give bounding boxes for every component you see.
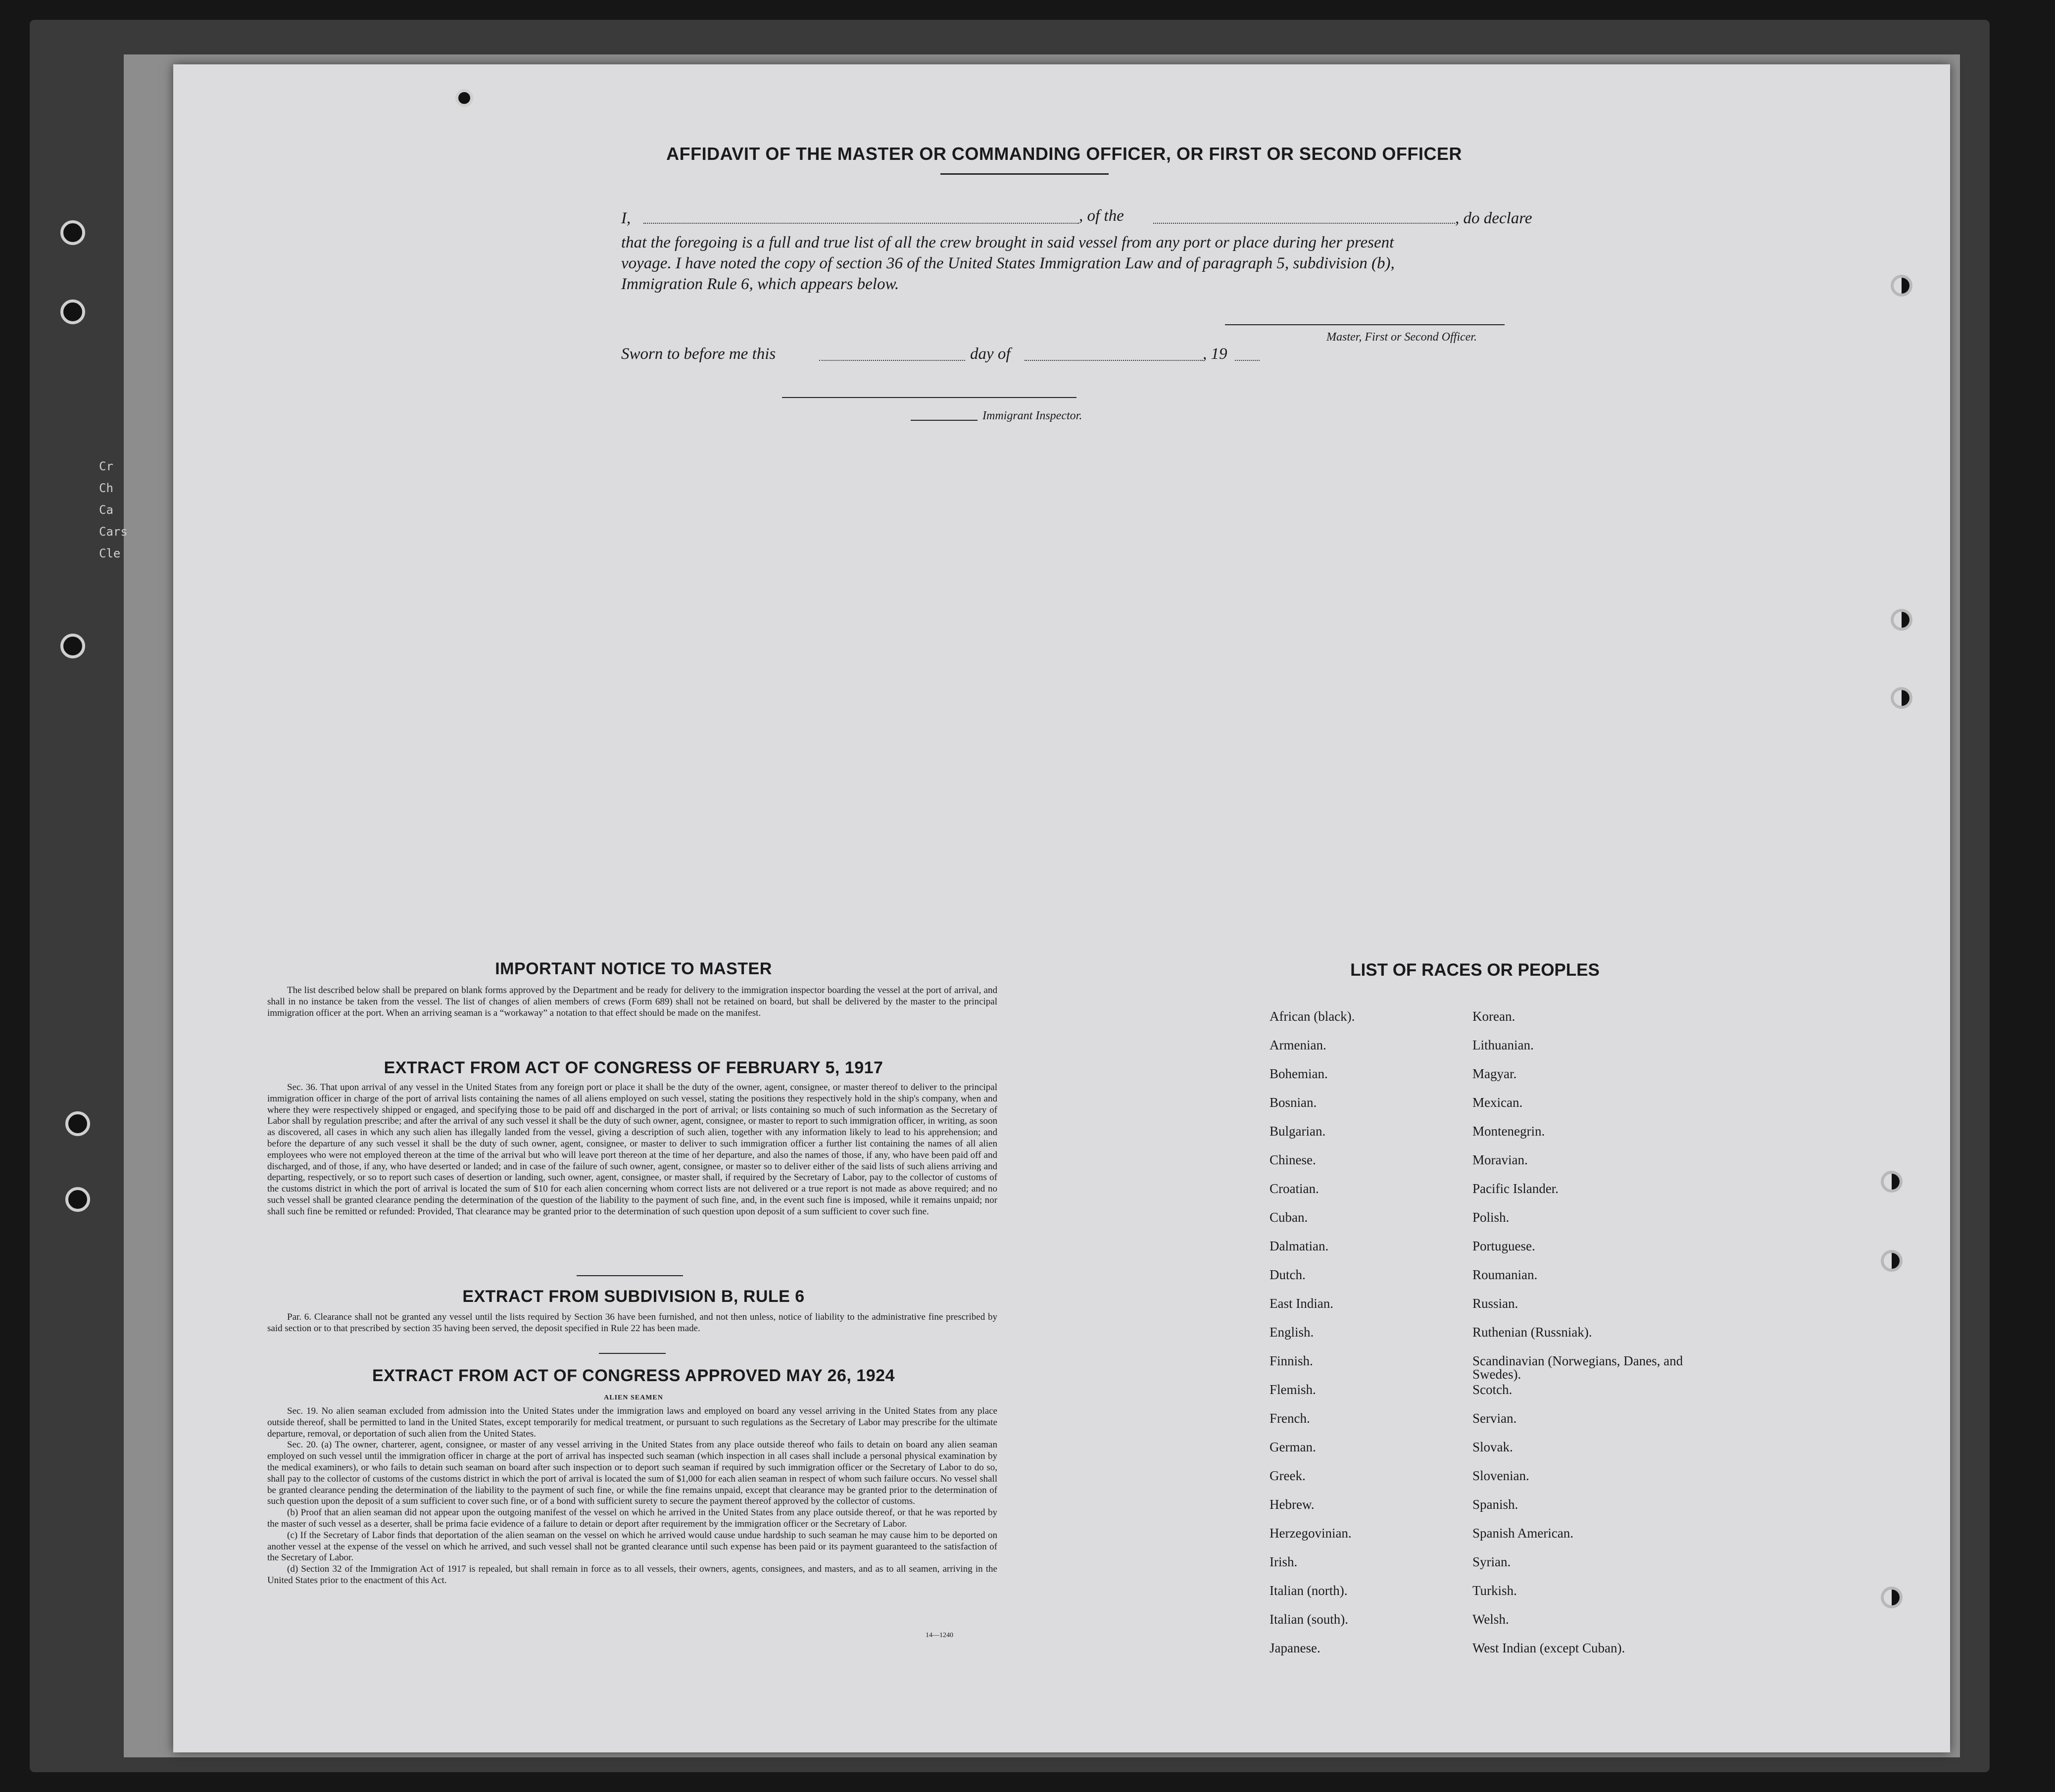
notice-heading: IMPORTANT NOTICE TO MASTER — [495, 959, 772, 978]
punch-hole-icon — [1891, 275, 1912, 297]
list-item: Herzegovinian. — [1270, 1526, 1352, 1541]
list-item: Portuguese. — [1472, 1239, 1535, 1253]
list-item: Bosnian. — [1270, 1095, 1317, 1110]
list-item: Hebrew. — [1270, 1497, 1315, 1512]
list-item: Spanish American. — [1472, 1526, 1573, 1541]
list-item: French. — [1270, 1411, 1310, 1426]
affidavit-title: AFFIDAVIT OF THE MASTER OR COMMANDING OFFICER, OR FIRST OR SECOND OFFICER — [666, 144, 1462, 164]
sworn-text: Sworn to before me this — [621, 345, 776, 363]
vessel-blank[interactable] — [1153, 223, 1455, 224]
section-divider — [599, 1353, 666, 1354]
list-item: Flemish. — [1270, 1382, 1316, 1397]
section-divider — [577, 1275, 683, 1276]
inspector-label: Immigrant Inspector. — [982, 409, 1082, 422]
list-item: Slovak. — [1472, 1440, 1513, 1454]
list-item: Welsh. — [1472, 1612, 1509, 1627]
list-item: Bulgarian. — [1270, 1124, 1326, 1139]
day-of-text: day of — [970, 345, 1011, 363]
title-underline — [940, 173, 1109, 175]
list-item: Moravian. — [1472, 1152, 1528, 1167]
list-item: Syrian. — [1472, 1554, 1511, 1569]
list-item: Russian. — [1472, 1296, 1518, 1311]
list-item: Slovenian. — [1472, 1468, 1529, 1483]
list-item: Spanish. — [1472, 1497, 1518, 1512]
list-item: Scandinavian (Norwegians, Danes, and Swedes). — [1472, 1353, 1683, 1382]
list-item: Korean. — [1472, 1009, 1516, 1024]
list-item: Turkish. — [1472, 1583, 1517, 1598]
list-item: West Indian (except Cuban). — [1472, 1641, 1625, 1655]
extract-rule6-text: Par. 6. Clearance shall not be granted any vessel until the lists required by Section 36 have been furnished, and not then unless, notice of liability to the administrative fine prescribed by said section or to that prescribed by section 35 having been served, the deposit specified in Rule 22 has been made. — [267, 1312, 997, 1334]
list-item: Mexican. — [1472, 1095, 1523, 1110]
affidavit-statement-line-1: that the foregoing is a full and true list of all the crew brought in said vessel from any port or place during her present — [621, 234, 1394, 251]
extract-rule6-heading: EXTRACT FROM SUBDIVISION B, RULE 6 — [462, 1287, 805, 1306]
year-blank[interactable] — [1235, 360, 1260, 361]
punch-hole-icon — [1891, 687, 1912, 709]
affidavit-statement-line-2: voyage. I have noted the copy of section 36 of the United States Immigration Law and of paragraph 5, subdivision (b), — [621, 254, 1395, 272]
list-item: Roumanian. — [1472, 1267, 1538, 1282]
list-item: East Indian. — [1270, 1296, 1333, 1311]
list-item: Chinese. — [1270, 1152, 1316, 1167]
races-list-left — [1270, 1010, 1458, 1670]
binder-hole-icon — [60, 220, 85, 245]
extract-1924-text: Sec. 19. No alien seaman excluded from admission into the United States under the immigration laws and employed on board any vessel arriving in the United States from any place outside thereof, shall be permitted to land in the United States, except temporarily for medical treatment, or pursuant to such regulations as the Secretary of Labor may prescribe for the ultimate departure, removal, or deportation of such alien from the United States. Sec. 20. (a) The owner, charterer, agent, consignee, or master of any vessel arriving in the United States from any place outside thereof who fails to detain on board any alien seaman employed on such vessel until the immigration officer in charge at the port of arrival has inspected such seaman (which inspection in all cases shall include a personal physical examination by the medical examiners), or who fails to detain such seaman on board after such inspection or to deport such seaman if required by such immigration officer or the Secretary of Labor to do so, shall pay to the collector of customs of the customs district in which the port of arrival is located the sum of $1,000 for each alien seaman in respect of whom such failure occurs. No vessel shall be granted clearance pending the determination of the liability to the payment of such fine, or while the fine remains unpaid, except that clearance may be granted prior to the determination of such question upon the deposit of a sum sufficient to cover such fine, or of a bond with sufficient surety to secure the payment thereof approved by the collector of customs. (b) Proof that an alien seaman did not appear upon the outgoing manifest of the vessel on which he arrived in the United States from any place outside thereof, or that he was reported by the master of such vessel as a deserter, shall be prima facie evidence of a failure to detain or deport after requirement by the immigration officer or the Secretary of Labor. (c) If the Secretary of Labor finds that deportation of the alien seaman on the vessel on which he arrived would cause undue hardship to such seaman he may cause him to be deported on another vessel at the expense of the vessel on which he arrived, and such vessel shall not be granted clearance until such expense has been paid or its payment guaranteed to the satisfaction of the Secretary of Labor. (d) Section 32 of the Immigration Act of 1917 is repealed, but shall remain in force as to all vessels, their owners, agents, consignees, and masters, and as to all seamen, arriving in the United States prior to the enactment of this Act. — [267, 1406, 997, 1586]
list-item: Servian. — [1472, 1411, 1517, 1426]
punch-hole-icon — [1881, 1587, 1903, 1608]
list-item: Scotch. — [1472, 1382, 1513, 1397]
edge-text-fragment: Cr Ch Ca Cars Cle — [99, 459, 128, 560]
affidavit-i: I, — [621, 209, 631, 227]
list-item: Italian (south). — [1270, 1612, 1348, 1627]
binder-hole-icon — [65, 1187, 90, 1212]
list-item: Italian (north). — [1270, 1583, 1348, 1598]
list-item: Japanese. — [1270, 1641, 1321, 1655]
affidavit-declare: , do declare — [1455, 209, 1532, 227]
list-item: Finnish. — [1270, 1353, 1313, 1368]
binder-hole-icon — [65, 1111, 90, 1136]
list-item: Armenian. — [1270, 1038, 1326, 1052]
list-item: Montenegrin. — [1472, 1124, 1545, 1139]
year-prefix: , 19 — [1203, 345, 1227, 363]
list-item: German. — [1270, 1440, 1316, 1454]
signature-line[interactable] — [1225, 324, 1505, 325]
list-item: Polish. — [1472, 1210, 1510, 1225]
punch-hole-icon — [1881, 1250, 1903, 1272]
extract-1917-text: Sec. 36. That upon arrival of any vessel in the United States from any foreign port or place it shall be the duty of the owner, agent, consignee, or master thereof to deliver to the principal immigration officer in charge of the port of arrival lists containing the names of all aliens employed on such vessel, stating the positions they respectively hold in the ship's company, when and where they were respectively shipped or engaged, and specifying those to be paid off and discharged in the port of arrival; or lists containing so much of such information as the Secretary of Labor shall by regulation prescribe; and after the arrival of any such vessel it shall be the duty of such owner, agent, consignee, or master to report to such immigration officer, in writing, as soon as discovered, all cases in which any such alien has illegally landed from the vessel, giving a description of such alien, together with any information likely to lead to his apprehension; and before the departure of any such vessel it shall be the duty of such owner, agent, consignee, or master to deliver to such immigration officer a further list containing the names of all alien employees who were not employed thereon at the time of the arrival but who will leave port thereon at the time of her departure, and also the names of those, if any, who have been paid off and discharged, and of those, if any, who have deserted or landed; and in case of the failure of such owner, agent, consignee, or master so to deliver either of the said lists of such aliens arriving and departing, respectively, or so to report such cases of desertion or landing, such owner, agent, consignee, or master shall, if required by the Secretary of Labor, pay to the collector of customs of the customs district in which the port of arrival is located the sum of $10 for each alien concerning whom correct lists are not delivered or a true report is not made as above required; and no such vessel shall be granted clearance pending the determination of the question of the liability to the payment of such fine, and, in the event such fine is imposed, while it remains unpaid; nor shall such fine be remitted or refunded: Provided, That clearance may be granted prior to the determination of such question upon deposit of a sum sufficient to cover such fine. — [267, 1082, 997, 1217]
list-item: Dutch. — [1270, 1267, 1306, 1282]
list-item: Greek. — [1270, 1468, 1306, 1483]
name-blank[interactable] — [643, 223, 1079, 224]
list-item: African (black). — [1270, 1009, 1355, 1024]
notice-text: The list described below shall be prepared on blank forms approved by the Department and be ready for delivery to the immigration inspector boarding the vessel at the port of arrival, and shall in no instance be taken from the vessel. The list of changes of alien members of crews (Form 689) shall not be retained on board, but shall be delivered by the master to the principal immigration officer at the port. When an arriving seaman is a “workaway” a notation to that effect should be made on the manifest. — [267, 985, 997, 1018]
races-heading: LIST OF RACES OR PEOPLES — [1350, 960, 1600, 980]
affidavit-of-the: , of the — [1079, 207, 1124, 225]
punch-hole-icon — [1881, 1171, 1903, 1193]
sworn-month-blank[interactable] — [1025, 360, 1203, 361]
form-number: 14—1240 — [926, 1632, 953, 1639]
list-item: Ruthenian (Russniak). — [1472, 1325, 1592, 1340]
list-item: English. — [1270, 1325, 1314, 1340]
extract-1924-heading: EXTRACT FROM ACT OF CONGRESS APPROVED MAY 26, 1924 — [372, 1366, 895, 1385]
list-item: Lithuanian. — [1472, 1038, 1534, 1052]
list-item: Croatian. — [1270, 1181, 1319, 1196]
list-item: Cuban. — [1270, 1210, 1308, 1225]
alien-seamen-heading: ALIEN SEAMEN — [604, 1394, 663, 1401]
list-item: Bohemian. — [1270, 1066, 1328, 1081]
affidavit-statement-line-3: Immigration Rule 6, which appears below. — [621, 275, 899, 293]
list-item: Magyar. — [1472, 1066, 1517, 1081]
list-item: Irish. — [1270, 1554, 1298, 1569]
extract-1917-heading: EXTRACT FROM ACT OF CONGRESS OF FEBRUARY 5, 1917 — [384, 1058, 883, 1077]
races-list-right — [1472, 1010, 1720, 1670]
list-item: Pacific Islander. — [1472, 1181, 1559, 1196]
sworn-day-blank[interactable] — [819, 360, 965, 361]
binder-hole-icon — [60, 299, 85, 324]
inspector-signature-line[interactable] — [782, 397, 1076, 398]
inspector-short-line — [911, 420, 978, 421]
binder-hole-icon — [60, 634, 85, 658]
signer-label: Master, First or Second Officer. — [1326, 331, 1477, 344]
list-item: Dalmatian. — [1270, 1239, 1329, 1253]
punch-hole-icon — [455, 89, 473, 107]
punch-hole-icon — [1891, 609, 1912, 631]
